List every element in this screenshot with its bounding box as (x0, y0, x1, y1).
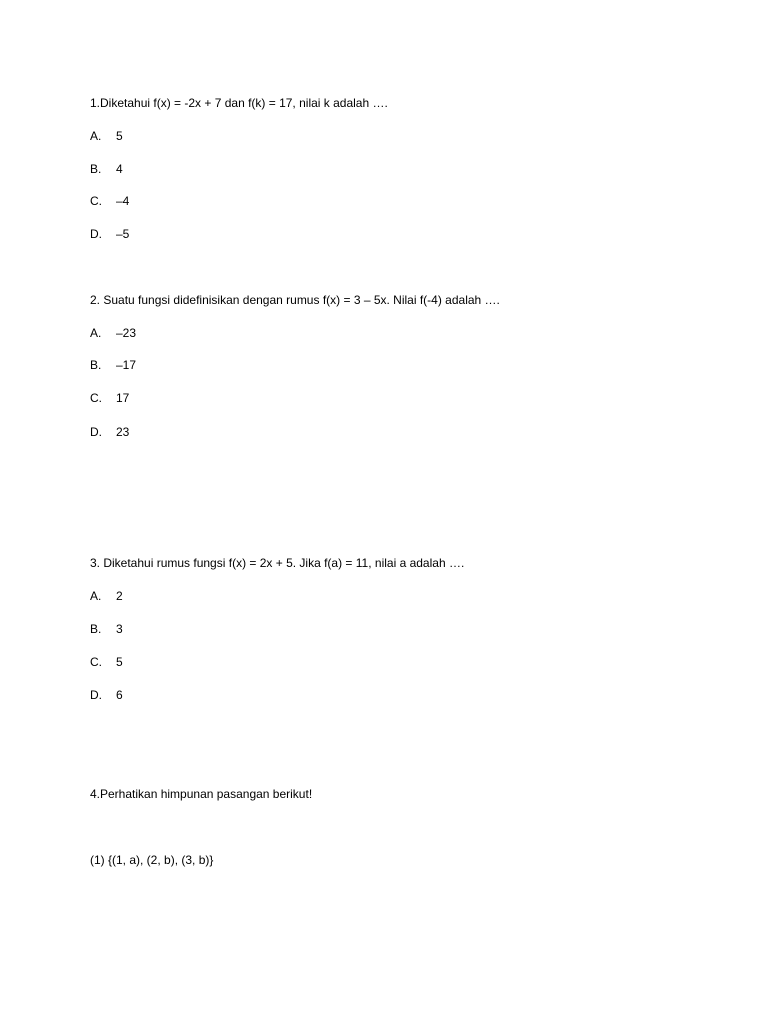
option-letter: A. (90, 129, 102, 143)
question-1-option-d (90, 226, 129, 242)
option-letter: B. (90, 622, 102, 636)
option-letter: A. (90, 589, 102, 603)
option-letter: A. (90, 326, 102, 340)
question-1-option-b (90, 161, 123, 177)
option-letter: C. (90, 391, 102, 405)
option-letter: C. (90, 655, 102, 669)
option-value: 5 (116, 655, 123, 669)
question-3-option-a (90, 588, 123, 604)
question-2-option-b (90, 357, 136, 373)
question-2-text: 2. Suatu fungsi didefinisikan dengan rumus f(x) = 3 – 5x. Nilai f(-4) adalah …. (90, 293, 500, 307)
option-value: 3 (116, 622, 123, 636)
option-value: 2 (116, 589, 123, 603)
option-value: 23 (116, 425, 130, 439)
option-value: 5 (116, 129, 123, 143)
option-value: 17 (116, 391, 130, 405)
question-3-text: 3. Diketahui rumus fungsi f(x) = 2x + 5. Jika f(a) = 11, nilai a adalah …. (90, 556, 465, 570)
question-2-option-c (90, 390, 129, 406)
option-letter: C. (90, 194, 102, 208)
question-3-option-c (90, 654, 123, 670)
question-3-option-d (90, 687, 123, 703)
option-value: –17 (116, 358, 137, 372)
option-letter: D. (90, 688, 102, 702)
question-3-option-b (90, 621, 123, 637)
option-letter: D. (90, 425, 102, 439)
question-4-text: 4.Perhatikan himpunan pasangan berikut! (90, 787, 313, 801)
question-4-item-1: (1) {(1, a), (2, b), (3, b)} (90, 853, 214, 867)
option-letter: B. (90, 162, 102, 176)
option-letter: D. (90, 227, 102, 241)
question-1-option-a (90, 128, 123, 144)
question-2-option-a (90, 325, 136, 341)
option-letter: B. (90, 358, 102, 372)
option-value: –5 (116, 227, 130, 241)
option-value: –23 (116, 326, 137, 340)
option-value: 6 (116, 688, 123, 702)
option-value: –4 (116, 194, 130, 208)
question-2-option-d (90, 424, 129, 440)
question-1-text: 1.Diketahui f(x) = -2x + 7 dan f(k) = 17, nilai k adalah …. (90, 96, 388, 110)
question-1-option-c (90, 193, 129, 209)
option-value: 4 (116, 162, 123, 176)
